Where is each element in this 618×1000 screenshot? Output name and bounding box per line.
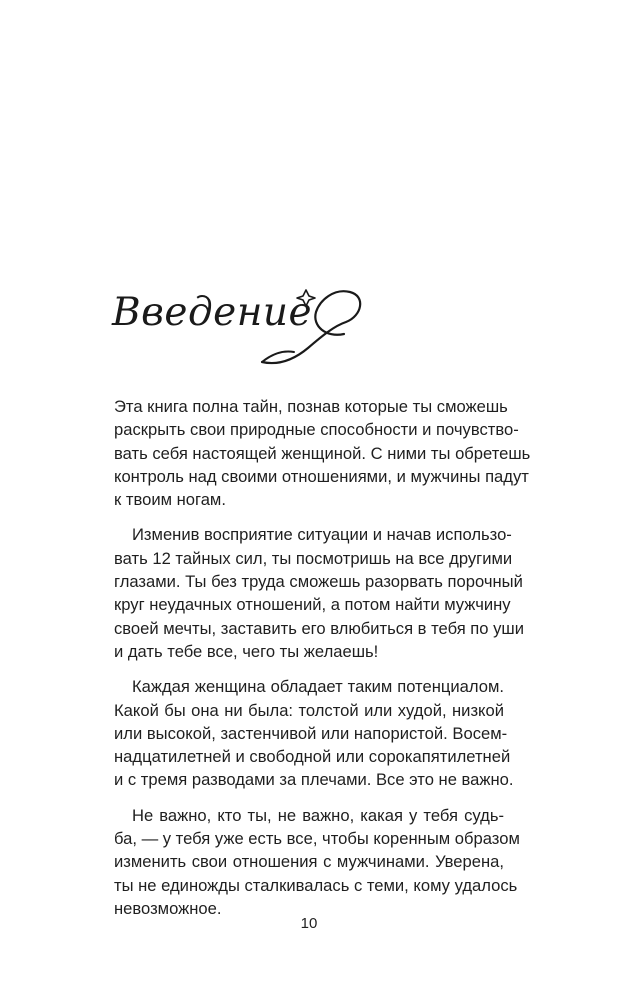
paragraph	[114, 523, 525, 663]
text-line: надцатилетней и свободной или сорокапятилетней	[114, 747, 511, 767]
text-line: Какой бы она ни была: толстой или худой, низкой	[114, 700, 504, 720]
text-line: и дать тебе все, чего ты желаешь!	[114, 641, 379, 661]
body-text	[114, 395, 531, 932]
text-line: Эта книга полна тайн, познав которые ты сможешь	[114, 397, 508, 416]
text-line: раскрыть свои природные способности и почувство-	[114, 420, 519, 440]
text-line: круг неудачных отношений, а потом найти мужчину	[114, 595, 511, 615]
text-line: вать себя настоящей женщиной. С ними ты обретешь	[114, 443, 531, 463]
text-line: и с тремя разводами за плечами. Все это не важно.	[114, 770, 514, 790]
text-line: ты не единожды сталкивалась с теми, кому удалось	[114, 875, 518, 895]
text-line: глазами. Ты без труда сможешь разорвать порочный	[114, 572, 523, 592]
text-line: к твоим ногам.	[114, 490, 226, 510]
text-line: Каждая женщина обладает таким потенциалом.	[132, 677, 504, 697]
text-line: своей мечты, заставить его влюбиться в тебя по уши	[114, 618, 525, 638]
text-line: ба, — у тебя уже есть все, чтобы коренным образом	[114, 829, 520, 849]
chapter-title: Введение	[112, 290, 313, 335]
swirl-ornament-icon	[112, 282, 372, 372]
page-number: 10	[300, 915, 318, 932]
paragraph	[114, 675, 514, 791]
paragraph	[114, 804, 520, 920]
text-line: Не важно, кто ты, не важно, какая у тебя судь-	[132, 805, 504, 825]
text-line: изменить свои отношения с мужчинами. Уверена,	[114, 852, 504, 872]
paragraph	[114, 395, 531, 511]
text-line: контроль над своими отношениями, и мужчины падут	[114, 466, 529, 486]
text-line: или высокой, застенчивой или напористой. Восем-	[114, 723, 508, 743]
text-line: вать 12 тайных сил, ты посмотришь на все другими	[114, 548, 513, 568]
text-line: Изменив восприятие ситуации и начав использо-	[132, 525, 512, 545]
chapter-heading	[112, 282, 372, 372]
text-line: невозможное.	[114, 898, 222, 918]
